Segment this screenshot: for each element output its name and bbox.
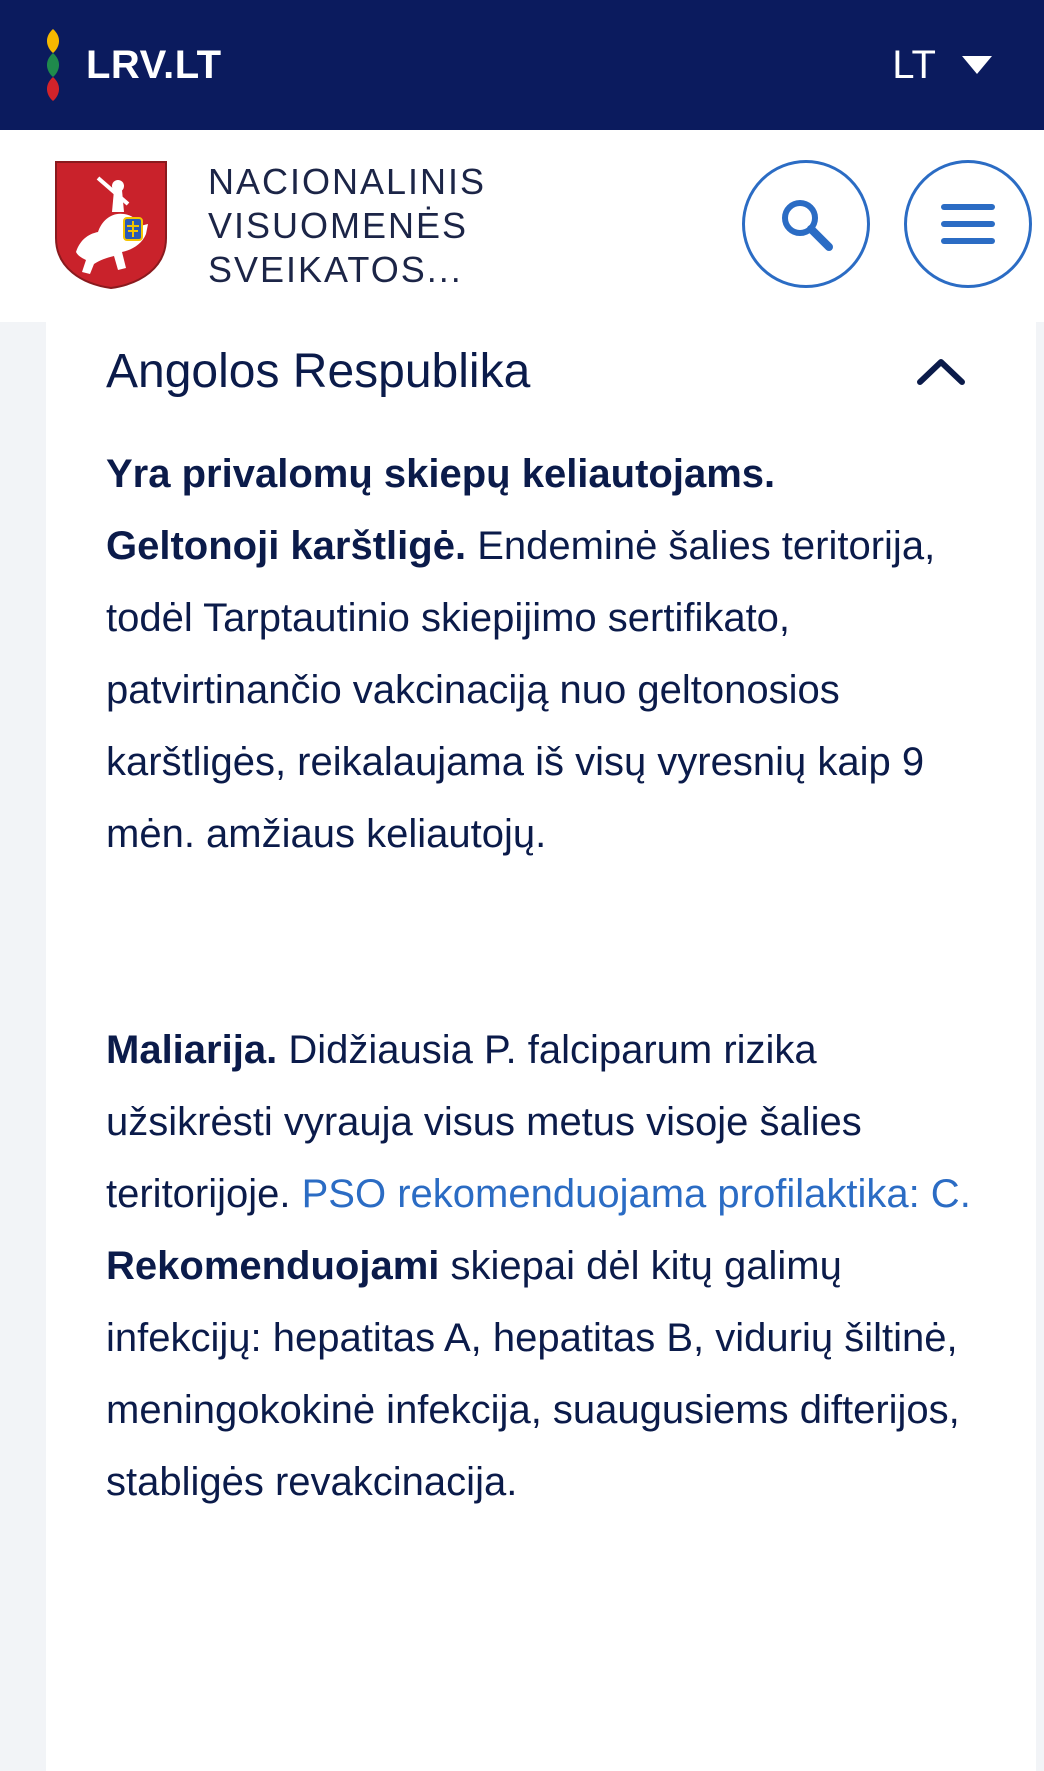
vaccination-requirement-paragraph: [106, 438, 986, 870]
hamburger-menu-icon: [939, 202, 997, 246]
malaria-text: Didžiausia P. falciparum rizika užsikrėsti vyrauja visus metus visoje šalies teritorijoje.: [106, 1028, 862, 1216]
paragraph-spacer: [106, 870, 986, 1014]
accordion-header[interactable]: [106, 336, 966, 406]
organization-name[interactable]: [208, 160, 548, 292]
language-label: LT: [892, 42, 936, 87]
org-line-3: SVEIKATOS...: [208, 249, 463, 290]
site-header: [0, 130, 1044, 322]
org-line-2: VISUOMENĖS: [208, 205, 469, 246]
search-button[interactable]: [742, 160, 870, 288]
accordion-body: [106, 438, 986, 1518]
brand-name: LRV.LT: [86, 42, 222, 87]
accordion-title: Angolos Respublika: [106, 344, 531, 398]
lrv-brand-link[interactable]: [42, 29, 222, 101]
menu-button[interactable]: [904, 160, 1032, 288]
accordion-panel: [46, 322, 1036, 1771]
caret-down-icon: [962, 56, 992, 74]
yellow-fever-label: Geltonoji karštligė.: [106, 524, 467, 568]
language-selector[interactable]: [892, 43, 992, 88]
recommended-vaccines-text: skiepai dėl kitų galimų infekcijų: hepatitas A, hepatitas B, vidurių šiltinė, meningokokinė infekcija, suaugusiems difterijos, stabligės revakcinacija.: [106, 1244, 960, 1504]
malaria-label: Maliarija.: [106, 1028, 278, 1072]
lrv-logo-icon: [42, 29, 64, 101]
yellow-fever-text: Endeminė šalies teritorija, todėl Tarptautinio skiepijimo sertifikato, patvirtinančio vakcinaciją nuo geltonosios karštligės, reikalaujama iš visų vyresnių kaip 9 mėn. amžiaus keliautojų.: [106, 524, 936, 856]
malaria-paragraph: [106, 1014, 986, 1518]
mandatory-vaccines-note: Yra privalomų skiepų keliautojams.: [106, 452, 776, 496]
org-line-1: NACIONALINIS: [208, 161, 487, 202]
search-icon: [777, 195, 835, 253]
coat-of-arms-icon[interactable]: [54, 160, 168, 290]
chevron-up-icon[interactable]: [916, 356, 966, 386]
top-bar: [0, 0, 1044, 130]
recommended-label: Rekomenduojami: [106, 1244, 440, 1288]
who-prophylaxis-link[interactable]: PSO rekomenduojama profilaktika: C.: [301, 1172, 971, 1216]
